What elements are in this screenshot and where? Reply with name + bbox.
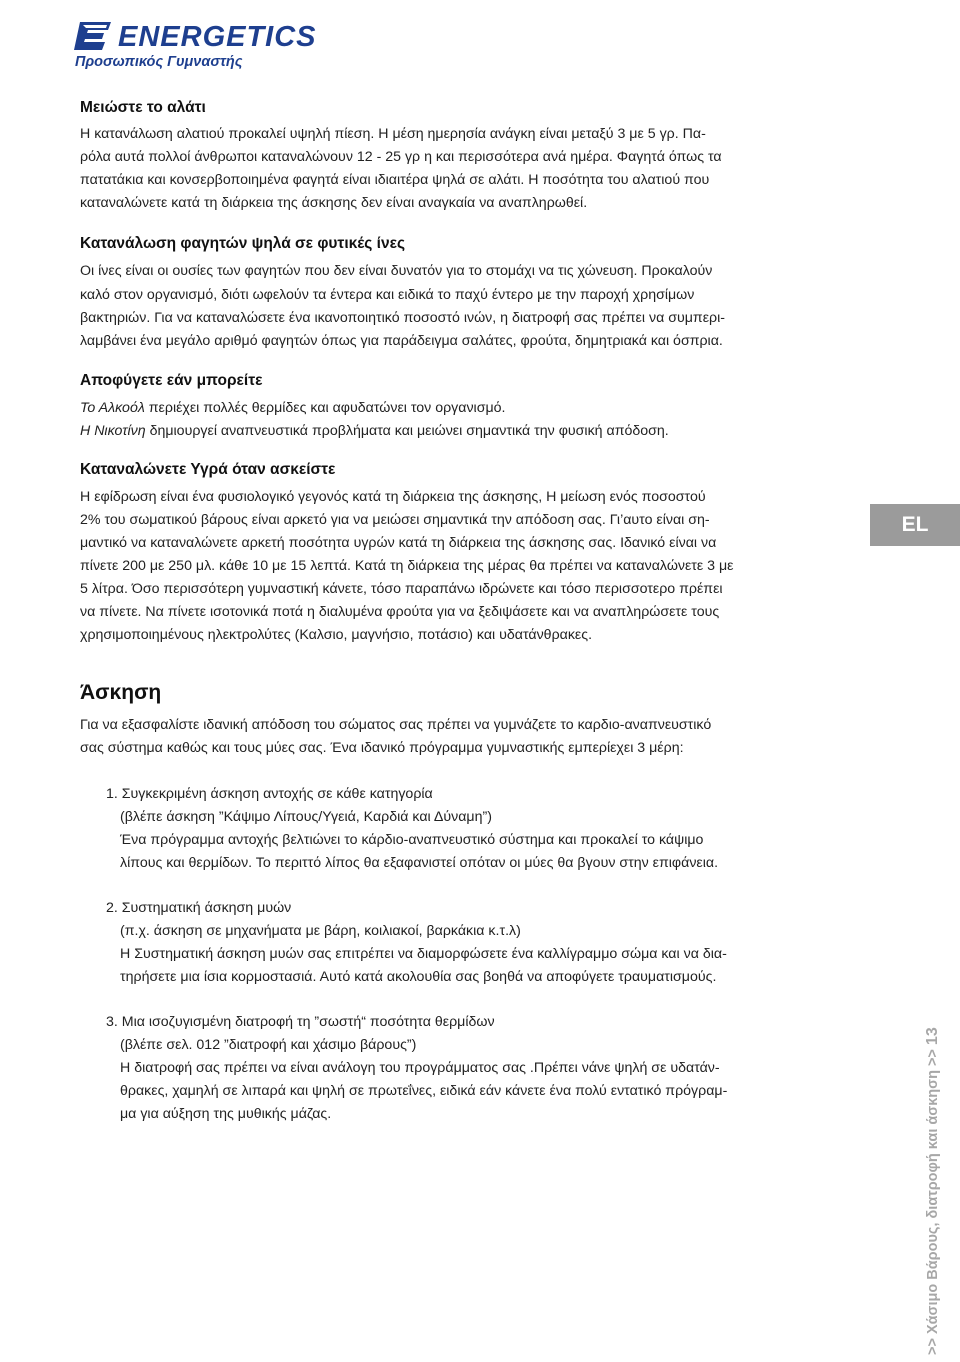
list-item-line: (βλέπε άσκηση ”Κάψιμο Λίπους/Υγειά, Καρδιά και Δύναμη”) <box>120 809 492 825</box>
section-title-avoid: Αποφύγετε εάν μπορείτε <box>80 372 263 389</box>
list-item-line: (βλέπε σελ. 012 ”διατροφή και χάσιμο βάρους”) <box>120 1037 417 1053</box>
paragraph-line: Η κατανάλωση αλατιού προκαλεί υψηλή πίεση. Η μέση ημερησία ανάγκη είναι μεταξύ 3 με 5 γρ. Πα- <box>80 126 706 142</box>
section-side-label <box>924 1027 942 1355</box>
list-item-line: λίπους και θερμίδων. Το περιττό λίπος θα εξαφανιστεί οπόταν οι μύες θα βγουν στην επιφάνεια. <box>120 855 719 871</box>
paragraph-line: καλό στον οργανισμό, διότι ωφελούν τα έντερα και ειδικά το παχύ έντερο με την παροχή χρησίμων <box>80 287 695 303</box>
list-item-line: τηρήσετε μια ίσια κορμοστασιά. Αυτό κατά ακολουθία σας βοηθά να αποφύγετε τραυματισμούς. <box>120 969 717 985</box>
list-item-line: Η διατροφή σας πρέπει να είναι ανάλογη του προγράμματος σας .Πρέπει νάνε ψηλή σε υδατάν- <box>120 1060 720 1076</box>
list-item-line: Ένα πρόγραμμα αντοχής βελτιώνει το κάρδιο-αναπνευστικό σύστημα και προκαλεί το κάψιμο <box>120 832 704 848</box>
list-item-heading: 1. Συγκεκριμένη άσκηση αντοχής σε κάθε κατηγορία <box>106 786 433 802</box>
brand-logo <box>74 20 317 76</box>
paragraph-line: να πίνετε. Να πίνετε ισοτονικά ποτά η διαλυμένα φρούτα για να ξεδιψάσετε και να αναπληρώσετε τους <box>80 604 720 620</box>
alcohol-term: Το Αλκοόλ <box>80 400 145 416</box>
page-number: 13 <box>924 1027 941 1046</box>
list-item-heading: 2. Συστηματική άσκηση μυών <box>106 900 292 916</box>
paragraph-line: βακτηριών. Για να καταναλώσετε ένα ικανοποιητικό ποσοστό ινών, η διατροφή σας πρέπει να συμπερι- <box>80 310 725 326</box>
paragraph-line: Η εφίδρωση είναι ένα φυσιολογικό γεγονός κατά τη διάρκεια της άσκησης, Η μείωση ενός ποσοστού <box>80 489 706 505</box>
nicotine-line <box>80 420 669 443</box>
section-title-exercise: Άσκηση <box>80 681 162 704</box>
section-title-salt: Μειώστε το αλάτι <box>80 99 206 116</box>
paragraph-line: σας σύστημα καθώς και τους μύες σας. Ένα ιδανικό πρόγραμμα γυμναστικής εμπερίεχει 3 μέρη: <box>80 740 684 756</box>
paragraph-line: καταναλώνετε κατά τη διάρκεια της άσκησης δεν είναι αναγκαία να αναπληρωθεί. <box>80 195 588 211</box>
brand-tagline: Προσωπικός Γυμναστής <box>75 54 243 70</box>
energetics-e-icon <box>74 20 112 52</box>
list-item-heading: 3. Μια ισοζυγισμένη διατροφή τη ”σωστή“ ποσότητα θερμίδων <box>106 1014 495 1030</box>
brand-name: ENERGETICS <box>118 21 317 53</box>
section-title-fiber: Κατανάλωση φαγητών ψηλά σε φυτικές ίνες <box>80 235 406 252</box>
paragraph-line: πατατάκια και κονσερβοποιημένα φαγητά είναι ιδιαιτέρα ψηλά σε αλάτι. Η ποσότητα του αλατιού που <box>80 172 710 188</box>
paragraph-line: Για να εξασφαλίστε ιδανική απόδοση του σώματος σας πρέπει να γυμνάζετε το καρδιο-αναπνευστικό <box>80 717 712 733</box>
paragraph-line: χρησιμοποιημένους ηλεκτρολύτες (Καλσιο, μαγνήσιο, ποτάσιο) και υδατάνθρακες. <box>80 627 593 643</box>
section-title-fluids: Καταναλώνετε Υγρά όταν ασκείστε <box>80 461 336 478</box>
paragraph-line: ρόλα αυτά πολλοί άνθρωποι καταναλώνουν 12 - 25 γρ η και περισσότερα ανά ημέρα. Φαγητά όπως τα <box>80 149 722 165</box>
side-section-text: >> Χάσιμο Βάρους, διατροφή και άσκηση >> <box>925 1049 941 1355</box>
nicotine-term: Η Νικοτίνη <box>80 423 146 439</box>
nicotine-text: δημιουργεί αναπνευστικά προβλήματα και μειώνει σημαντικά την φυσική απόδοση. <box>145 423 669 439</box>
list-item-line: θρακες, χαμηλή σε λιπαρά και ψηλή σε πρωτεΐνες, ειδικά εάν κάνετε ένα πολύ εντατικό πρόγραμ- <box>120 1083 728 1099</box>
alcohol-text: περιέχει πολλές θερμίδες και αφυδατώνει τον οργανισμό. <box>144 400 506 416</box>
paragraph-line: λαμβάνει ένα μεγάλο αριθμό φαγητών όπως για παράδειγμα σαλάτες, φρούτα, δημητριακά και όσπρια. <box>80 333 723 349</box>
paragraph-line: 2% του σωματικού βάρους είναι αρκετό για να μειώσει σημαντικά την απόδοση σας. Γι’αυτο είναι ση- <box>80 512 710 528</box>
language-tab: EL <box>870 504 960 546</box>
paragraph-line: 5 λίτρα. Όσο περισσότερη γυμναστική κάνετε, τόσο παραπάνω ιδρώνετε και τόσο περισσοτερο πρέπει <box>80 581 723 597</box>
list-item-line: Η Συστηματική άσκηση μυών σας επιτρέπει να διαμορφώσετε ένα καλλίγραμμο σώμα και να δια- <box>120 946 727 962</box>
alcohol-line <box>80 397 505 420</box>
paragraph-line: Οι ίνες είναι οι ουσίες των φαγητών που δεν είναι δυνατόν για το στομάχι να τις χώνευση. Προκαλούν <box>80 263 713 279</box>
list-item-line: (π.χ. άσκηση σε μηχανήματα με βάρη, κοιλιακοί, βαρκάκια κ.τ.λ) <box>120 923 521 939</box>
list-item-line: μα για αύξηση της μυθικής μάζας. <box>120 1106 332 1122</box>
paragraph-line: μαντικό να καταναλώνετε αρκετή ποσότητα υγρών κατά τη διάρκεια της άσκησης σας. Ιδανικό είναι να <box>80 535 717 551</box>
paragraph-line: πίνετε 200 με 250 μλ. κάθε 10 με 15 λεπτά. Κατά τη διάρκεια της μέρας θα πρέπει να καταναλώνετε 3 με <box>80 558 734 574</box>
